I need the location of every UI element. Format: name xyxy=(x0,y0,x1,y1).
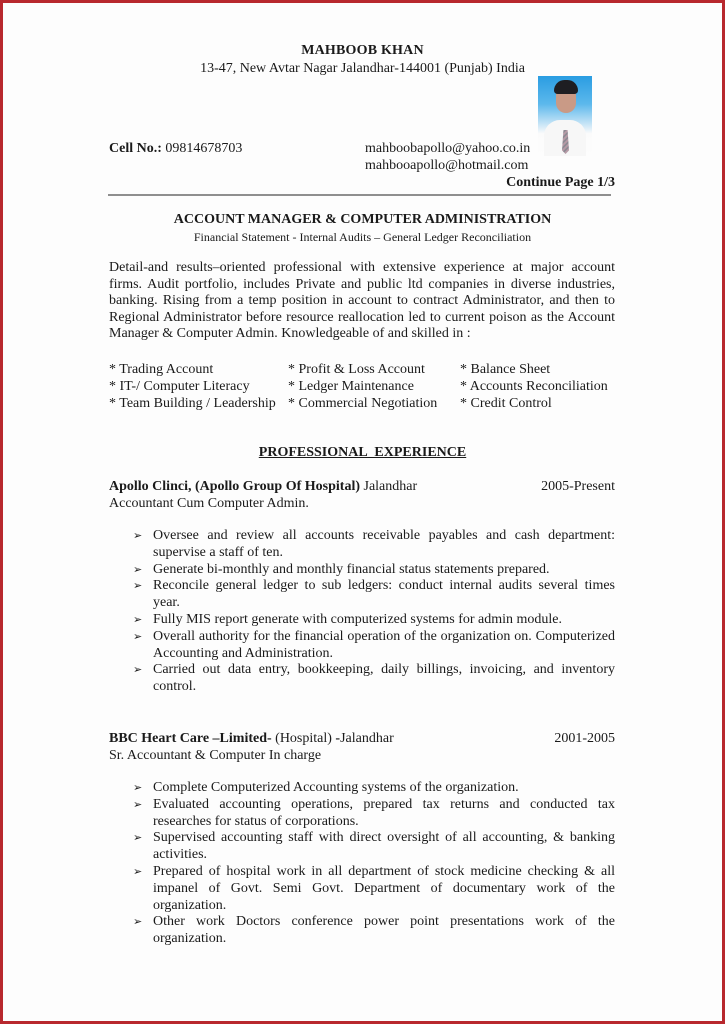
photo-hair xyxy=(554,80,578,94)
bullet-item: ➢ Evaluated accounting operations, prepared tax returns and conducted tax researches for status of corporations. xyxy=(133,796,615,829)
arrow-bullet-icon: ➢ xyxy=(133,529,143,542)
arrow-bullet-icon: ➢ xyxy=(133,579,143,593)
skill-item: * Accounts Reconciliation xyxy=(460,379,608,394)
email-link-yahoo[interactable]: mahboobapollo@yahoo.co.in xyxy=(365,141,531,156)
bullet-item: ➢ Generate bi-monthly and monthly financial status statements prepared. xyxy=(133,561,550,577)
arrow-bullet-icon: ➢ xyxy=(133,781,143,794)
company-type: (Hospital) xyxy=(271,731,336,746)
bullet-item: ➢ Reconcile general ledger to sub ledgers: conduct internal audits several times year. xyxy=(133,578,615,611)
arrow-bullet-icon: ➢ xyxy=(133,562,143,576)
objective-subtitle: Financial Statement - Internal Audits – General Ledger Reconciliation xyxy=(193,230,532,244)
job-header xyxy=(109,479,615,495)
job-role: Accountant Cum Computer Admin. xyxy=(109,496,309,511)
page-indicator: Continue Page 1/3 xyxy=(506,175,615,190)
bullet-item: ➢ Carried out data entry, bookkeeping, daily billings, invoicing, and inventory control. xyxy=(133,662,615,695)
candidate-name: MAHBOOB KHAN xyxy=(301,43,424,58)
bullet-item: ➢ Oversee and review all accounts receivable payables and cash department: supervise a staff of ten. xyxy=(133,528,615,560)
arrow-bullet-icon: ➢ xyxy=(133,663,143,677)
bullet-item: ➢ Other work Doctors conference power point presentations work of the organization. xyxy=(133,914,615,947)
job-dates: 2001-2005 xyxy=(554,731,615,746)
bullet-item: ➢ Supervised accounting staff with direct oversight of all accounting, & banking activities. xyxy=(133,830,615,863)
skill-item: * Credit Control xyxy=(460,396,552,411)
skill-item: * Balance Sheet xyxy=(460,362,551,377)
skill-item: * Team Building / Leadership xyxy=(109,396,276,411)
job-bullets xyxy=(133,780,615,948)
bullet-item: ➢ Prepared of hospital work in all department of stock medicine checking & all impanel of Govt. Semi Govt. Department of documentary work of the organization. xyxy=(133,863,615,913)
company-location: Jalandhar xyxy=(340,731,394,746)
company-name: BBC Heart Care –Limited- xyxy=(109,731,272,746)
job-bullets xyxy=(133,528,615,696)
bullet-item: ➢ Complete Computerized Accounting systems of the organization. xyxy=(133,780,519,795)
job-header: BBC Heart Care –Limited- (Hospital) -Jalandhar 2001-2005 xyxy=(109,731,615,746)
header-divider xyxy=(108,194,611,196)
summary-paragraph: Detail-and results–oriented professional with extensive experience at major account firms. Audit portfolio, includes Private and public ltd companies in diverse industries, banking. Rising from a temp position in account to contract Administrator, and then to Regional Administrator before resource reallocation led to current poison as the Account Manager & Computer Admin. Knowledgeable of and skilled in : xyxy=(109,260,615,342)
profile-photo xyxy=(538,76,592,156)
candidate-address: 13-47, New Avtar Nagar Jalandhar-144001 (Punjab) India xyxy=(200,61,525,76)
company-location: Jalandhar xyxy=(360,479,418,494)
arrow-bullet-icon: ➢ xyxy=(133,831,143,845)
arrow-bullet-icon: ➢ xyxy=(133,915,143,929)
objective-title: ACCOUNT MANAGER & COMPUTER ADMINISTRATION xyxy=(173,212,552,227)
experience-heading: PROFESSIONAL EXPERIENCE xyxy=(258,445,467,460)
company-name: Apollo Clinci, (Apollo Group Of Hospital) xyxy=(109,479,360,494)
skill-item: * Trading Account xyxy=(109,362,214,377)
skill-item: * Profit & Loss Account xyxy=(288,362,425,377)
arrow-bullet-icon: ➢ xyxy=(133,612,143,626)
job-role: Sr. Accountant & Computer In charge xyxy=(109,748,322,763)
arrow-bullet-icon: ➢ xyxy=(133,797,143,811)
bullet-item: ➢ Fully MIS report generate with computerized systems for admin module. xyxy=(133,611,563,627)
arrow-bullet-icon: ➢ xyxy=(133,864,143,878)
email-link-hotmail[interactable]: mahbooapollo@hotmail.com xyxy=(365,158,529,173)
skill-item: * Ledger Maintenance xyxy=(288,379,414,394)
skill-item: * Commercial Negotiation xyxy=(288,396,438,411)
bullet-item: ➢ Overall authority for the financial operation of the organization on. Computerized Accounting and Administration. xyxy=(133,628,615,661)
job-dates: 2005-Present xyxy=(541,479,615,494)
cell-value: 09814678703 xyxy=(161,141,243,156)
arrow-bullet-icon: ➢ xyxy=(133,629,143,643)
cell-label: Cell No.: xyxy=(109,141,162,156)
skill-item: * IT-/ Computer Literacy xyxy=(109,379,250,394)
cell-number xyxy=(109,141,242,157)
